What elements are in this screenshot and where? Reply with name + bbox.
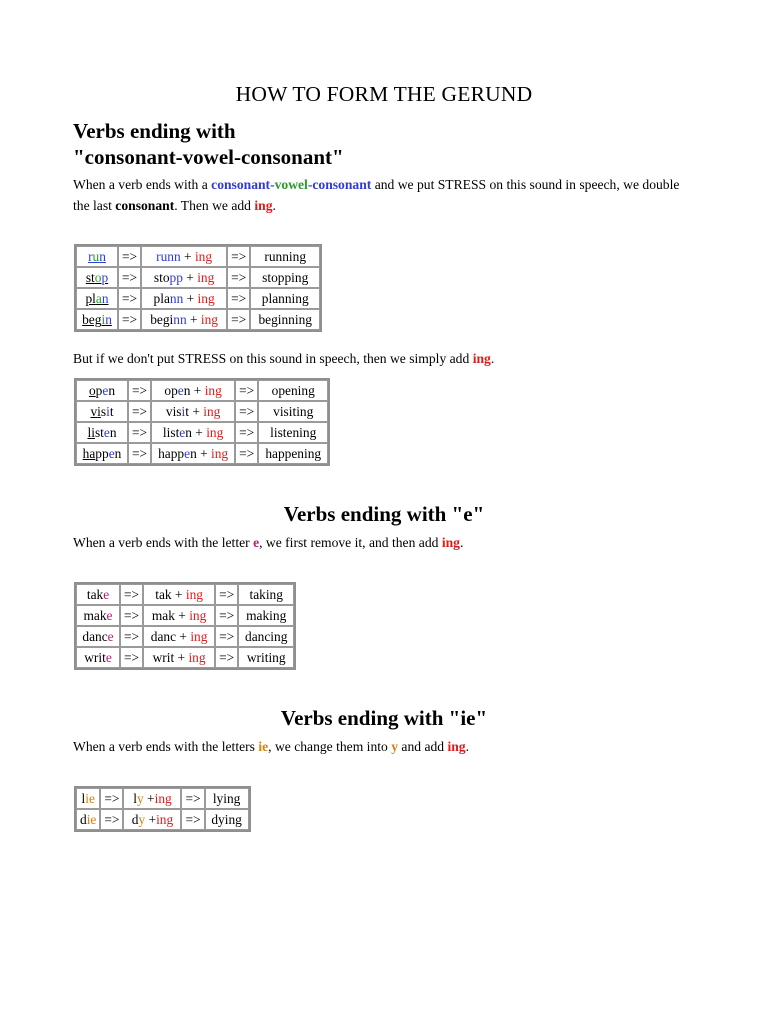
verb-cell: make [76, 605, 120, 626]
arrow-cell: => [120, 647, 143, 668]
arrow-cell: => [227, 267, 250, 288]
section-cvc-heading [73, 118, 344, 170]
formation-cell: runn + ing [141, 246, 227, 267]
result-cell: stopping [250, 267, 320, 288]
result-cell: listening [258, 422, 328, 443]
table-row [76, 647, 294, 668]
verb-cell[interactable]: begin [76, 309, 118, 330]
result-cell: making [238, 605, 294, 626]
verb-cell: listen [76, 422, 128, 443]
cvc-stressed-table [74, 244, 322, 332]
arrow-cell: => [118, 288, 141, 309]
result-cell: dancing [238, 626, 294, 647]
arrow-cell: => [100, 788, 123, 809]
arrow-cell: => [118, 267, 141, 288]
formation-cell: ly +ing [123, 788, 181, 809]
arrow-cell: => [120, 584, 143, 605]
formation-cell: beginn + ing [141, 309, 227, 330]
formation-cell: tak + ing [143, 584, 215, 605]
arrow-cell: => [128, 401, 151, 422]
result-cell: lying [205, 788, 249, 809]
result-cell: taking [238, 584, 294, 605]
table-row [76, 380, 328, 401]
formation-cell: stopp + ing [141, 267, 227, 288]
arrow-cell: => [181, 788, 204, 809]
arrow-cell: => [227, 288, 250, 309]
arrow-cell: => [128, 422, 151, 443]
arrow-cell: => [235, 422, 258, 443]
result-cell: visiting [258, 401, 328, 422]
e-explanation: When a verb ends with the letter e, we first remove it, and then add ing. [73, 535, 464, 550]
result-cell: planning [250, 288, 320, 309]
arrow-cell: => [120, 605, 143, 626]
section-cvc-heading-line1: Verbs ending with [73, 119, 236, 143]
arrow-cell: => [128, 443, 151, 464]
table-row [76, 309, 320, 330]
result-cell: running [250, 246, 320, 267]
verb-cell: happen [76, 443, 128, 464]
arrow-cell: => [235, 380, 258, 401]
verb-cell[interactable]: run [76, 246, 118, 267]
e-table [74, 582, 296, 670]
verb-cell: write [76, 647, 120, 668]
table-row [76, 626, 294, 647]
verb-cell: visit [76, 401, 128, 422]
cvc-explanation: When a verb ends with a consonant-vowel-consonant and we put STRESS on this sound in speech, we double the last consonant. Then we add ing. [73, 177, 680, 213]
verb-cell: lie [76, 788, 100, 809]
table-row [76, 246, 320, 267]
verb-cell[interactable]: plan [76, 288, 118, 309]
table-row [76, 809, 249, 830]
arrow-cell: => [235, 443, 258, 464]
table-row [76, 584, 294, 605]
arrow-cell: => [215, 584, 238, 605]
result-cell: writing [238, 647, 294, 668]
formation-cell: mak + ing [143, 605, 215, 626]
table-row [76, 267, 320, 288]
arrow-cell: => [118, 246, 141, 267]
result-cell: beginning [250, 309, 320, 330]
table-row [76, 443, 328, 464]
result-cell: dying [205, 809, 249, 830]
arrow-cell: => [215, 647, 238, 668]
table-row [76, 422, 328, 443]
ie-explanation: When a verb ends with the letters ie, we change them into y and add ing. [73, 739, 470, 754]
formation-cell: dy +ing [123, 809, 181, 830]
formation-cell: writ + ing [143, 647, 215, 668]
section-e-heading: Verbs ending with "e" [283, 502, 485, 526]
verb-cell: dance [76, 626, 120, 647]
arrow-cell: => [227, 309, 250, 330]
result-cell: happening [258, 443, 328, 464]
arrow-cell: => [118, 309, 141, 330]
page-title: HOW TO FORM THE GERUND [235, 82, 533, 106]
arrow-cell: => [128, 380, 151, 401]
table-row [76, 401, 328, 422]
arrow-cell: => [235, 401, 258, 422]
formation-cell: plann + ing [141, 288, 227, 309]
formation-cell: listen + ing [151, 422, 235, 443]
result-cell: opening [258, 380, 328, 401]
arrow-cell: => [227, 246, 250, 267]
verb-cell: take [76, 584, 120, 605]
formation-cell: happen + ing [151, 443, 235, 464]
verb-cell: open [76, 380, 128, 401]
arrow-cell: => [215, 605, 238, 626]
table-row [76, 605, 294, 626]
formation-cell: danc + ing [143, 626, 215, 647]
verb-cell[interactable]: stop [76, 267, 118, 288]
table-row [76, 788, 249, 809]
section-ie-heading: Verbs ending with "ie" [280, 706, 488, 730]
table-row [76, 288, 320, 309]
arrow-cell: => [181, 809, 204, 830]
section-cvc-heading-line2: "consonant-vowel-consonant" [73, 145, 344, 169]
cvc-unstressed-table [74, 378, 330, 466]
arrow-cell: => [120, 626, 143, 647]
arrow-cell: => [100, 809, 123, 830]
no-stress-explanation: But if we don't put STRESS on this sound in speech, then we simply add ing. [73, 351, 495, 366]
formation-cell: visit + ing [151, 401, 235, 422]
verb-cell: die [76, 809, 100, 830]
ie-table [74, 786, 251, 832]
formation-cell: open + ing [151, 380, 235, 401]
arrow-cell: => [215, 626, 238, 647]
